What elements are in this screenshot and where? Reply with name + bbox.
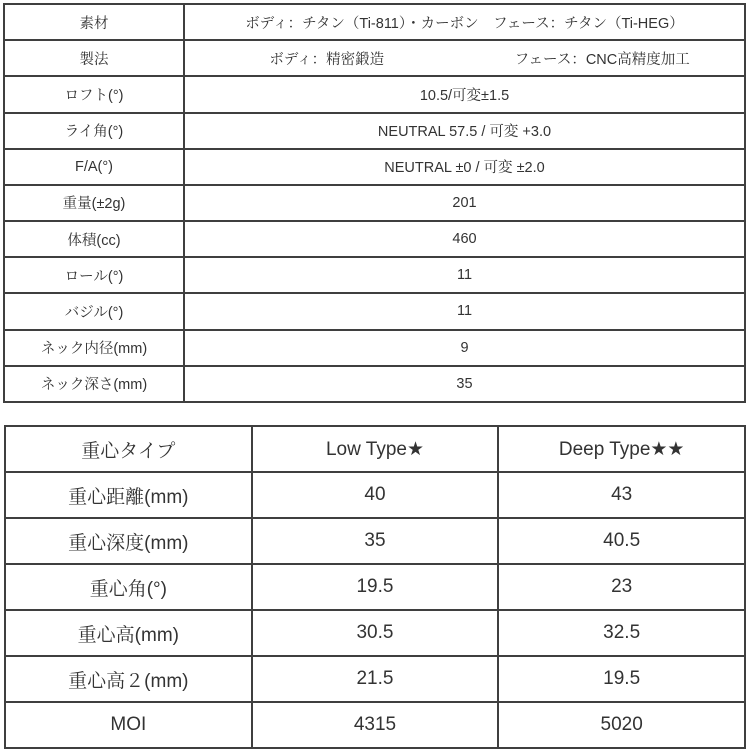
spec-label-roll: ロール(°) bbox=[4, 257, 184, 293]
spec-label-volume: 体積(cc) bbox=[4, 221, 184, 257]
cg-label-height2: 重心高２(mm) bbox=[5, 656, 252, 702]
spec-label-lie-angle: ライ角(°) bbox=[4, 113, 184, 149]
cg-label-distance: 重心距離(mm) bbox=[5, 472, 252, 518]
table-row bbox=[5, 564, 745, 610]
cg-label-height: 重心高(mm) bbox=[5, 610, 252, 656]
spec-label-construction: 製法 bbox=[4, 40, 184, 76]
table-row bbox=[5, 610, 745, 656]
table-row bbox=[4, 221, 745, 257]
cg-label-angle: 重心角(°) bbox=[5, 564, 252, 610]
construction-body: ボディ：精密鍛造 bbox=[269, 51, 385, 68]
cg-angle-low: 19.5 bbox=[252, 564, 499, 610]
spec-value-roll: 11 bbox=[184, 257, 745, 293]
spec-value-lie-angle: NEUTRAL 57.5 / 可変 +3.0 bbox=[184, 113, 745, 149]
cg-depth-low: 35 bbox=[252, 518, 499, 564]
spec-value-construction bbox=[184, 40, 745, 76]
spec-label-face-angle: F/A(°) bbox=[4, 149, 184, 185]
spec-label-material: 素材 bbox=[4, 4, 184, 40]
table-header-row bbox=[5, 426, 745, 472]
cg-depth-deep: 40.5 bbox=[498, 518, 745, 564]
cg-distance-deep: 43 bbox=[498, 472, 745, 518]
table-row bbox=[5, 702, 745, 748]
cg-distance-low: 40 bbox=[252, 472, 499, 518]
spec-value-weight: 201 bbox=[184, 185, 745, 221]
table-row bbox=[4, 113, 745, 149]
table-row bbox=[4, 257, 745, 293]
construction-value-group bbox=[189, 48, 740, 69]
table-row bbox=[5, 656, 745, 702]
table-row bbox=[4, 149, 745, 185]
spec-value-volume: 460 bbox=[184, 221, 745, 257]
spec-label-neck-depth: ネック深さ(mm) bbox=[4, 366, 184, 402]
table-row bbox=[4, 4, 745, 40]
cg-height-low: 30.5 bbox=[252, 610, 499, 656]
table-row bbox=[4, 330, 745, 366]
table-row bbox=[5, 518, 745, 564]
spec-value-neck-depth: 35 bbox=[184, 366, 745, 402]
spec-value-loft: 10.5/可変±1.5 bbox=[184, 76, 745, 112]
table-row bbox=[4, 293, 745, 329]
construction-face: フェース：CNC高精度加工 bbox=[514, 51, 690, 68]
table-row bbox=[4, 185, 745, 221]
table-row bbox=[4, 366, 745, 402]
club-spec-table bbox=[3, 3, 746, 403]
cg-height2-deep: 19.5 bbox=[498, 656, 745, 702]
spec-label-loft: ロフト(°) bbox=[4, 76, 184, 112]
cg-angle-deep: 23 bbox=[498, 564, 745, 610]
cg-moi-low: 4315 bbox=[252, 702, 499, 748]
spec-value-material: ボディ：チタン（Ti-811）・カーボン フェース：チタン（Ti-HEG） bbox=[184, 4, 745, 40]
spec-label-neck-inner-diameter: ネック内径(mm) bbox=[4, 330, 184, 366]
spec-value-face-angle: NEUTRAL ±0 / 可変 ±2.0 bbox=[184, 149, 745, 185]
cg-label-moi: MOI bbox=[5, 702, 252, 748]
cg-moi-deep: 5020 bbox=[498, 702, 745, 748]
cg-header-low-type: Low Type★ bbox=[252, 426, 499, 472]
cg-comparison-table bbox=[4, 425, 746, 749]
cg-header-type: 重心タイプ bbox=[5, 426, 252, 472]
spec-label-bulge: バジル(°) bbox=[4, 293, 184, 329]
spec-value-bulge: 11 bbox=[184, 293, 745, 329]
cg-label-depth: 重心深度(mm) bbox=[5, 518, 252, 564]
table-row bbox=[4, 76, 745, 112]
table-row bbox=[4, 40, 745, 76]
table-row bbox=[5, 472, 745, 518]
cg-height2-low: 21.5 bbox=[252, 656, 499, 702]
cg-height-deep: 32.5 bbox=[498, 610, 745, 656]
cg-header-deep-type: Deep Type★★ bbox=[498, 426, 745, 472]
spec-label-weight: 重量(±2g) bbox=[4, 185, 184, 221]
spec-value-neck-inner-diameter: 9 bbox=[184, 330, 745, 366]
